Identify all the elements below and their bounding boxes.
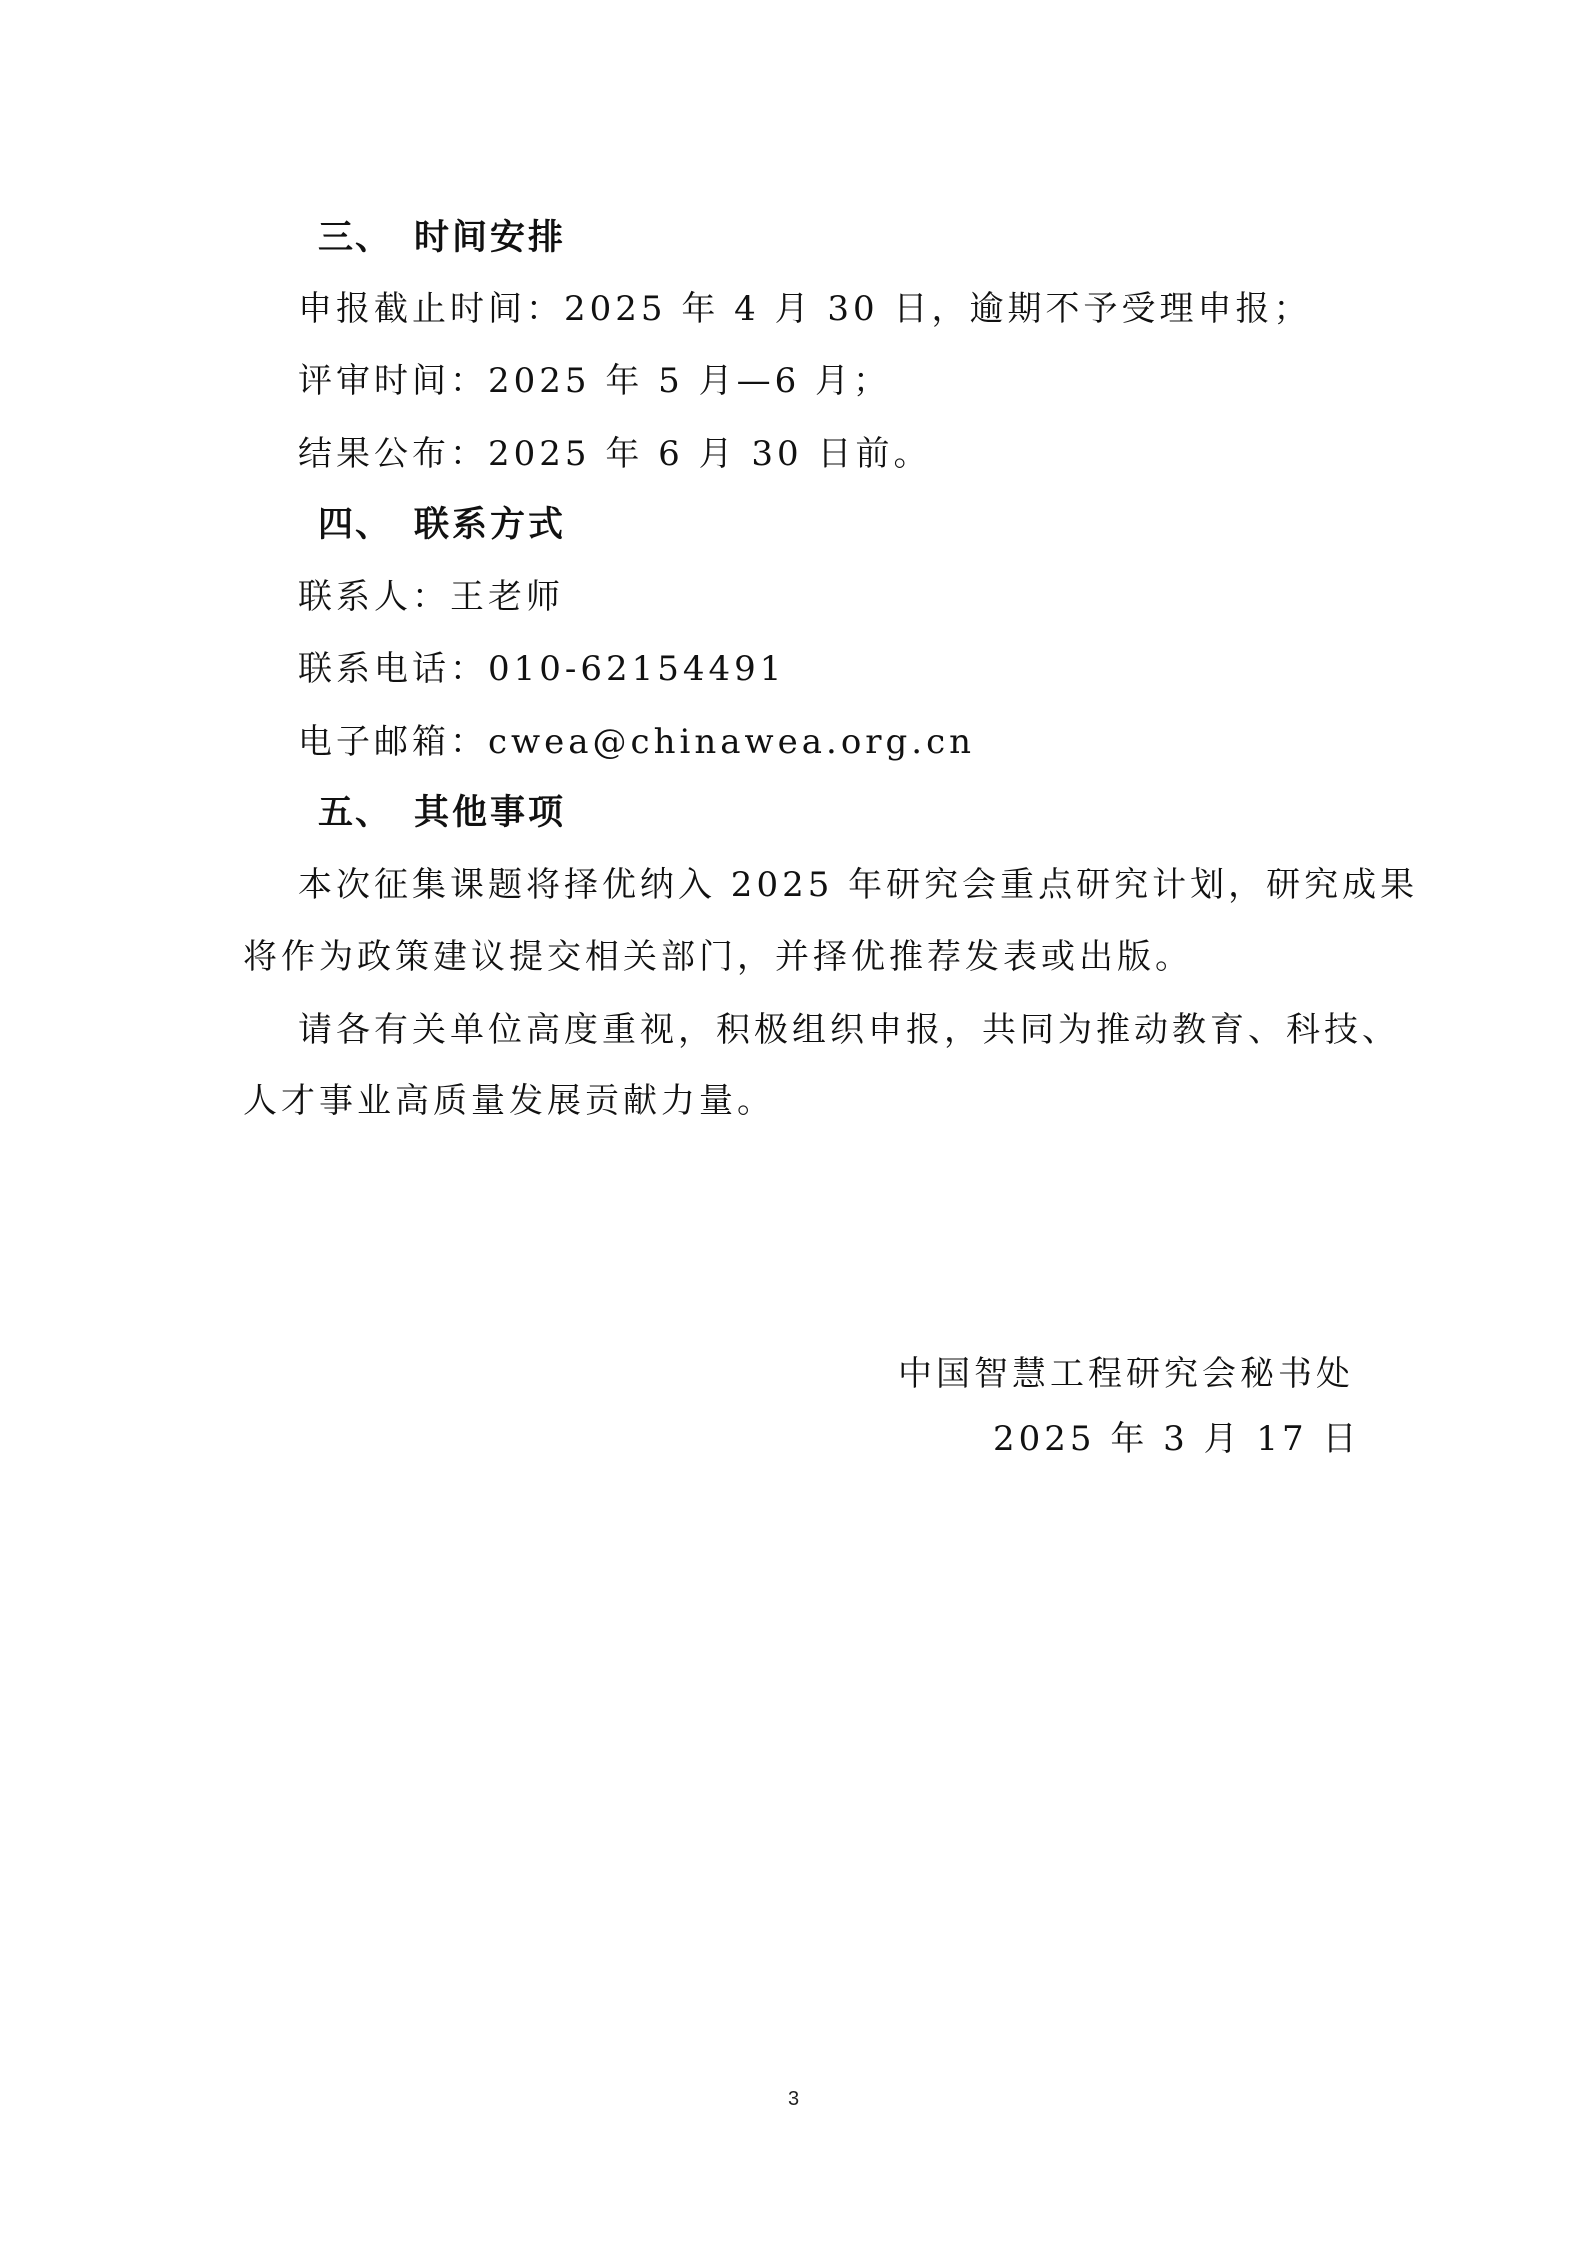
paragraph-research-plan-line-2: 将作为政策建议提交相关部门，并择优推荐发表或出版。 <box>243 937 1193 977</box>
contact-phone-line: 联系电话：010-62154491 <box>298 649 786 689</box>
section-heading-schedule <box>318 216 566 260</box>
contact-email-line: 电子邮箱：cwea@chinawea.org.cn <box>298 722 976 762</box>
signature-organization: 中国智慧工程研究会秘书处 <box>898 1354 1354 1394</box>
page-number: 3 <box>787 2088 800 2110</box>
result-announcement-line: 结果公布：2025 年 6 月 30 日前。 <box>298 434 932 474</box>
section-heading-contact <box>318 503 566 547</box>
section-title: 联系方式 <box>414 505 567 545</box>
section-title: 时间安排 <box>414 218 567 258</box>
signature-date: 2025 年 3 月 17 日 <box>993 1419 1361 1459</box>
contact-person-line: 联系人：王老师 <box>298 577 564 617</box>
section-number: 五、 <box>318 793 393 833</box>
section-number: 三、 <box>318 218 393 258</box>
section-heading-other-matters <box>318 791 566 835</box>
deadline-line: 申报截止时间：2025 年 4 月 30 日，逾期不予受理申报； <box>298 289 1312 329</box>
section-title: 其他事项 <box>414 793 567 833</box>
paragraph-call-to-action-line-2: 人才事业高质量发展贡献力量。 <box>243 1081 775 1121</box>
review-time-line: 评审时间：2025 年 5 月—6 月； <box>298 361 892 401</box>
paragraph-call-to-action-line-1: 请各有关单位高度重视，积极组织申报，共同为推动教育、科技、 <box>298 1010 1400 1050</box>
paragraph-research-plan-line-1: 本次征集课题将择优纳入 2025 年研究会重点研究计划，研究成果 <box>298 865 1419 905</box>
section-number: 四、 <box>318 505 393 545</box>
